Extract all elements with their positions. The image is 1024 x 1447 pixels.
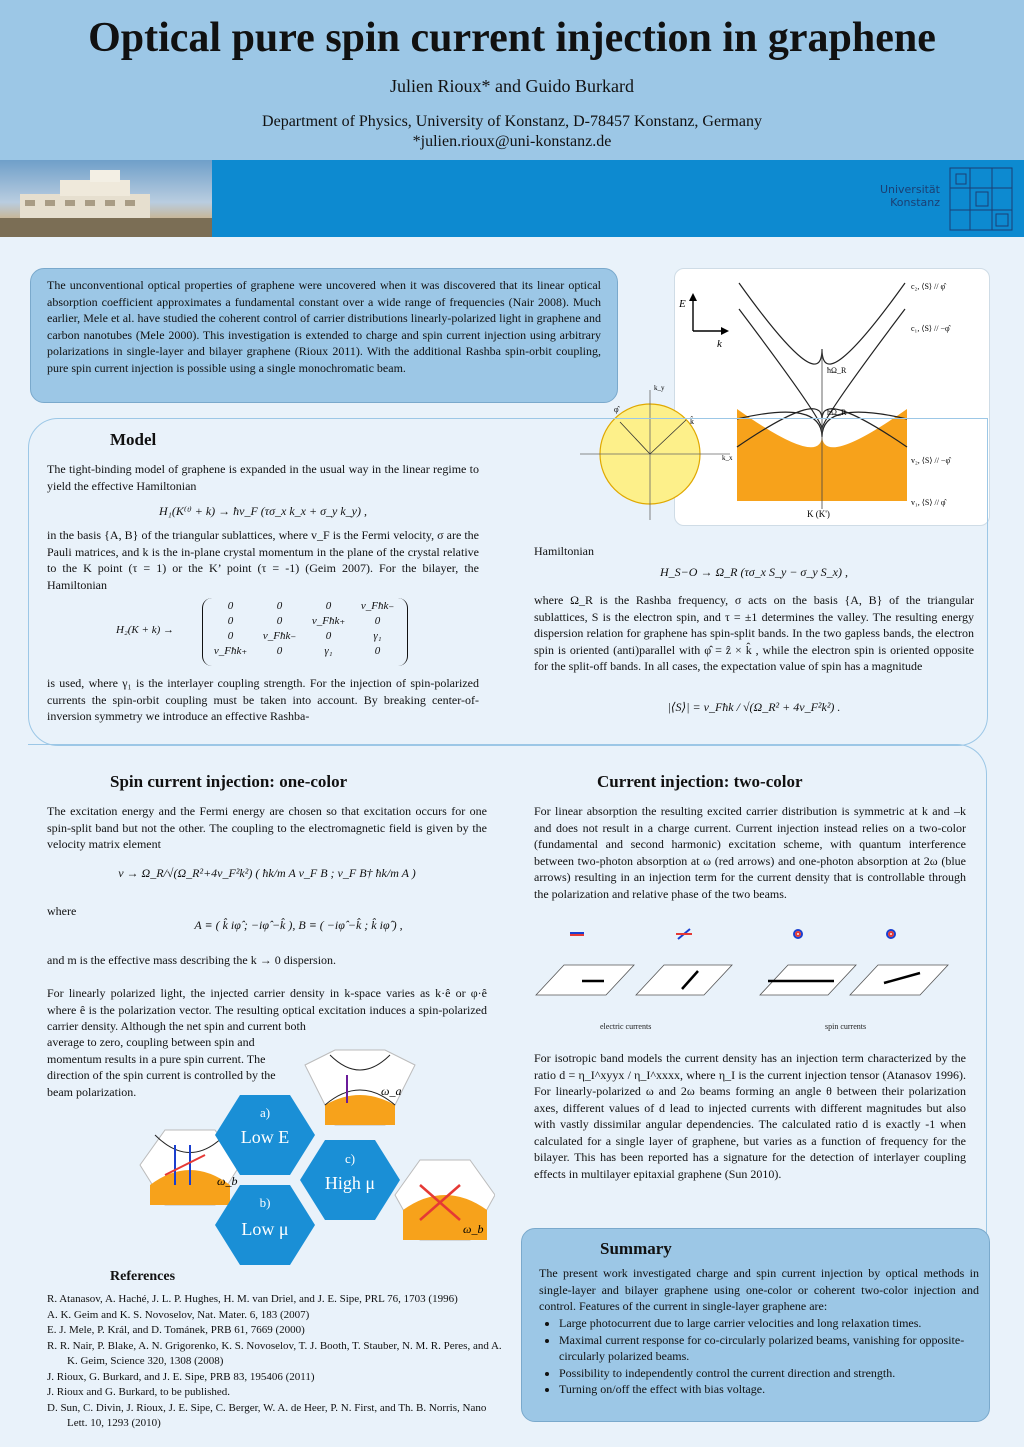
reference-item: R. Atanasov, A. Haché, J. L. P. Hughes, H. M. van Driel, and J. E. Sipe, PRL 76, 1703 (1996)	[47, 1293, 458, 1305]
equation-velocity: v → Ω_R/√(Ω_R²+4v_F²k²) ( ħk/m A v_F B ; v_F B† ħk/m A )	[118, 866, 416, 880]
onecolor-paragraph-2: and m is the effective mass describing the k → 0 dispersion.	[47, 953, 337, 967]
summary-list	[539, 1315, 999, 1398]
reference-item: J. Rioux, G. Burkard, and J. E. Sipe, PRB 83, 195406 (2011)	[47, 1370, 315, 1383]
introduction-text: The unconventional optical properties of graphene were uncovered when it was discovered that its linear optical absorption coefficient approximates a fundamental constant over a wide range of frequencies (Nair 2008). Much earlier, Mele et al. have studied the coherent control of carrier distributions linearly-polarized light in graphene and carbon nanotubes (Mele 2000). This investigation is extended to charge and spin current injection using arbitrary polarizations in single-layer and bilayer graphene (Rioux 2011). With the additional Rashba spin-orbit coupling, pure spin current injection is possible using a single monochromatic beam.	[47, 278, 601, 375]
matrix-cell: v_Fħk₋	[360, 600, 395, 612]
matrix-cell: 0	[374, 614, 381, 627]
phi-hat-label: φ̂	[614, 405, 619, 414]
matrix-cell: 0	[227, 629, 234, 642]
bilayer-matrix	[206, 598, 402, 658]
model-paragraph-3: is used, where γ₁ is the interlayer coupling strength. For the injection of spin-polarized currents the spin-orbit coupling must be taken into account. By breaking center-of-inversion symmetry we introduce an effective Rashba-	[47, 676, 479, 723]
matrix-cell: v_Fħk₊	[311, 615, 346, 627]
model-paragraph-5: where Ω_R is the Rashba frequency, σ acts on the basis {A, B} of the triangular sublattices, S is the electron spin, and τ = ±1 determines the valley. The resulting energy dispersion relation for graphene has spin-split bands. In the two gapless bands, the electron spin is oriented (anti)parallel with φ̂ = ẑ × k̂ , while the electron spin is oriented opposite for the split-off bands. In all cases, the expectation value of spin has a magnitude	[534, 593, 974, 673]
twocolor-paragraph-1: For linear absorption the resulting excited carrier distribution is symmetric at k and –k and does not result in a charge current. Current injection instead relies on a two-color (fundamental and second harmonic) excitation scheme, with quantum interference between two-photon absorption at ω (red arrows) and one-photon absorption at 2ω (blue arrows) resulting in an injection term for the current density that is controllable through the polarization and relative phase of the two beams.	[534, 804, 966, 901]
equation-spin-magnitude: |⟨S⟩| = v_Fħk / √(Ω_R² + 4v_F²k²) .	[667, 700, 841, 714]
onecolor-paragraph-4: average to zero, coupling between spin and momentum results in a pure spin current. The direction of the spin current is controlled by the beam polarization.	[47, 1035, 276, 1099]
label-c1: c₁, ⟨S⟩ // −φ̂	[911, 324, 950, 333]
matrix-cell: 0	[325, 629, 332, 642]
introduction-box	[30, 268, 618, 403]
reference-item: D. Sun, C. Divin, J. Rioux, J. E. Sipe, C. Berger, W. A. de Heer, P. N. First, and Th. B. Norris, Nano Lett. 10, 1293 (2010)	[47, 1401, 487, 1429]
email: *julien.rioux@uni-konstanz.de	[412, 133, 612, 150]
omega-b-label-right: ω_b	[463, 1222, 484, 1236]
matrix-row	[206, 598, 402, 613]
summary-item: • Turning on/off the effect with bias voltage.	[559, 1381, 999, 1398]
equation-rashba: H_S−O → Ω_R (τσ_x S_y − σ_y S_x) ,	[660, 565, 848, 579]
matrix-cell: 0	[325, 599, 332, 612]
matrix-cell: 0	[227, 614, 234, 627]
reference-item: J. Rioux and G. Burkard, to be published.	[47, 1386, 231, 1398]
equation-a-b: A ≡ ( k̂ iφ̂ ; −iφ̂ −k̂ ), B ≡ ( −iφ̂ −k̂ ; k̂ iφ̂ ) ,	[194, 918, 403, 932]
omega-b-label-left: ω_b	[217, 1174, 238, 1188]
model-paragraph-4: Hamiltonian	[534, 544, 594, 558]
equation-h2	[116, 598, 416, 666]
matrix-row	[206, 643, 402, 658]
hex-c-label: High μ	[324, 1173, 376, 1193]
logo-line-1: Universität	[879, 183, 940, 196]
matrix-cell: γ₁	[373, 629, 382, 642]
summary-heading: Summary	[600, 1239, 672, 1258]
university-crest-icon	[948, 166, 1014, 232]
onecolor-paragraph-1: The excitation energy and the Fermi energy are chosen so that excitation occurs for one spin-split band but not the other. The coupling to the electromagnetic field is given by the velocity matrix element	[47, 804, 487, 851]
onecolor-heading: Spin current injection: one-color	[110, 772, 348, 791]
model-heading: Model	[110, 430, 157, 449]
rashba-gap-lower: ħΩ_R	[827, 408, 847, 417]
logo-line-2: Konstanz	[890, 196, 940, 209]
hex-c-letter: c)	[344, 1151, 356, 1166]
model-paragraph-2: in the basis {A, B} of the triangular sublattices, where v_F is the Fermi velocity, σ are the Pauli matrices, and k is the in-plane crystal momentum in the plane of the crystal relative to the K point (τ = 1) or the K’ point (τ = -1) (Geim 2007). For the bilayer, the Hamiltonian	[47, 528, 479, 592]
hex-panel-high-mu-bands	[395, 1160, 495, 1240]
hexagon-figure	[135, 1045, 495, 1285]
ky-label: k_y	[654, 384, 665, 392]
matrix-cell: 0	[276, 599, 283, 612]
matrix-row	[206, 628, 402, 643]
label-v1: v₁, ⟨S⟩ // φ̂	[911, 498, 946, 507]
summary-item: • Maximal current response for co-circularly polarized beams, vanishing for opposite-circularly polarized beams.	[559, 1332, 999, 1365]
polarization-icons	[570, 929, 895, 939]
equation-h1: H₁(K⁽ᵗ⁾ + k) → ħv_F (τσ_x k_x + σ_y k_y) ,	[158, 504, 367, 518]
poster-title: Optical pure spin current injection in graphene	[88, 15, 936, 61]
twocolor-heading: Current injection: two-color	[597, 772, 803, 791]
matrix-cell: γ₁	[324, 644, 333, 657]
equation-h2-lhs: H₂(K + k) →	[116, 624, 174, 636]
summary-item: • Possibility to independently control the current direction and strength.	[559, 1365, 999, 1382]
caption-electric: electric currents	[600, 1022, 652, 1031]
matrix-cell: 0	[276, 614, 283, 627]
affiliation	[0, 112, 1024, 152]
summary-box	[521, 1228, 990, 1422]
onecolor-paragraph-3: For linearly polarized light, the injected carrier density in k-space varies as k·ê or φ·ê where ê is the polarization vector. The resulting optical excitation induces a spin-polarized carrier density. Although the net spin and current both	[47, 986, 487, 1033]
k-point-label: K (K')	[807, 509, 830, 519]
rashba-gap-upper: ħΩ_R	[827, 366, 847, 375]
kx-label: k_x	[722, 454, 733, 462]
building-photo	[0, 160, 212, 237]
k-hat-label: k̂	[690, 417, 694, 426]
references-list	[47, 1292, 507, 1432]
twocolor-paragraph-2: For isotropic band models the current density has an injection term characterized by the ratio d = η_I^xyyx / η_I^xxxx, where η_I is the current injection tensor (Atanasov 1996). For linearly-polarized ω and 2ω beams forming an angle θ between their polarization axes, different values of d lead to injected currents with different magnitudes but also with vastly dissimilar angular dependencies. The calculated ratio d is exactly -1 when calculated for a single layer of graphene, but varies as a function of frequency for the bilayer. This has been reported has a signature for the detection of interlayer coupling effects in multilayer epitaxial graphene (Sun 2010).	[534, 1051, 966, 1181]
matrix-cell: 0	[374, 644, 381, 657]
hex-a-letter: a)	[259, 1105, 271, 1120]
matrix-cell: v_Fħk₊	[213, 645, 248, 657]
summary-paragraph: The present work investigated charge and spin current injection by optical methods in single-layer and bilayer graphene using one-color or coherent two-color injection and control. Features of the current in single-layer graphene are:	[539, 1266, 979, 1313]
omega-a-label: ω_a	[381, 1084, 402, 1098]
hex-b-label: Low μ	[241, 1219, 289, 1239]
summary-item: • Large photocurrent due to large carrier velocities and long relaxation times.	[559, 1315, 999, 1332]
hex-panel-c-bands	[305, 1050, 415, 1125]
university-logo-text	[850, 183, 940, 209]
model-paragraph-1: The tight-binding model of graphene is expanded in the usual way in the linear regime to yield the effective Hamiltonian	[47, 462, 479, 493]
hex-b-letter: b)	[259, 1195, 271, 1210]
authors: Julien Rioux* and Guido Burkard	[390, 76, 634, 96]
label-v2: v₂, ⟨S⟩ // −φ̂	[911, 456, 951, 465]
matrix-cell: 0	[276, 644, 283, 657]
caption-spin: spin currents	[825, 1022, 867, 1031]
where-label: where	[47, 904, 77, 918]
hex-a-label: Low E	[240, 1127, 290, 1147]
reference-item: R. R. Nair, P. Blake, A. N. Grigorenko, K. S. Novoselov, T. J. Booth, T. Stauber, N. M. R. Peres, and A. K. Geim, Science 320, 1308 (2008)	[47, 1339, 502, 1367]
matrix-cell: 0	[227, 599, 234, 612]
reference-item: E. J. Mele, P. Král, and D. Tománek, PRB 61, 7669 (2000)	[47, 1324, 305, 1336]
energy-axis-label: E	[679, 298, 686, 310]
affiliation-line: Department of Physics, University of Konstanz, D-78457 Konstanz, Germany	[262, 113, 762, 130]
building-illustration	[0, 160, 212, 237]
matrix-row	[206, 613, 402, 628]
two-color-current-diagram	[534, 925, 966, 1010]
label-c2: c₂, ⟨S⟩ // φ̂	[911, 282, 946, 291]
matrix-cell: v_Fħk₋	[262, 630, 297, 642]
reference-item: A. K. Geim and K. S. Novoselov, Nat. Mater. 6, 183 (2007)	[47, 1308, 310, 1321]
momentum-axis-label: k	[717, 338, 722, 350]
references-heading: References	[110, 1269, 176, 1284]
